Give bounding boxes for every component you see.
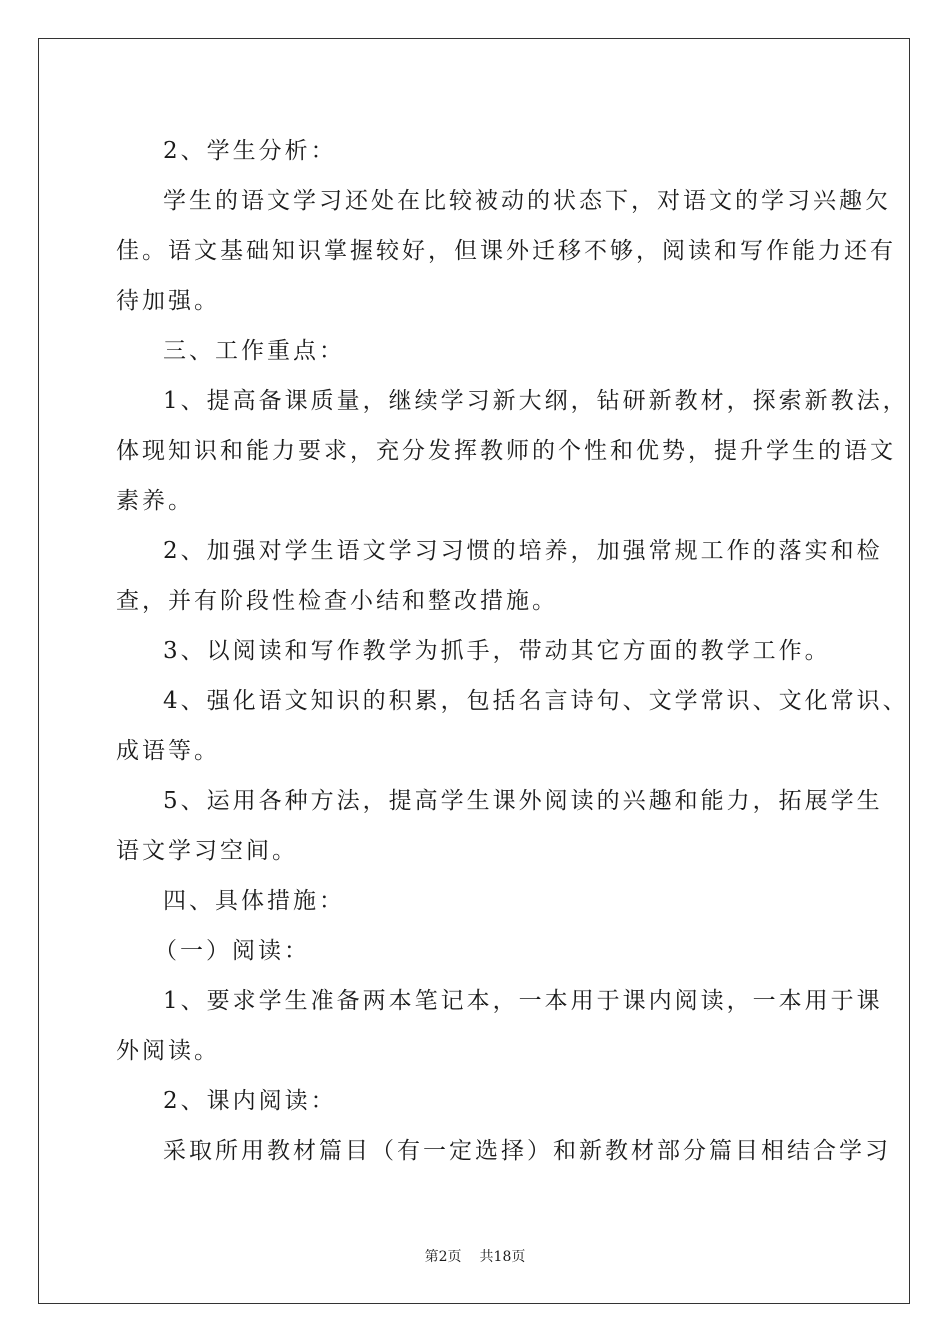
paragraph-line: 素养。 [116,488,194,514]
paragraph-line: 1、要求学生准备两本笔记本，一本用于课内阅读，一本用于课 [163,988,883,1014]
paragraph-line: 学生的语文学习还处在比较被动的状态下，对语文的学习兴趣欠 [163,188,891,214]
paragraph-line: 查，并有阶段性检查小结和整改措施。 [116,588,558,614]
paragraph-line: 2、加强对学生语文学习习惯的培养，加强常规工作的落实和检 [163,538,883,564]
paragraph-line: 体现知识和能力要求，充分发挥教师的个性和优势，提升学生的语文 [116,438,896,464]
paragraph-line: 2、学生分析： [163,138,337,164]
paragraph-line: 采取所用教材篇目（有一定选择）和新教材部分篇目相结合学习 [163,1138,891,1164]
paragraph-line: 5、运用各种方法，提高学生课外阅读的兴趣和能力，拓展学生 [163,788,883,814]
paragraph-line: 三、工作重点： [163,338,345,364]
paragraph-line: 语文学习空间。 [116,838,298,864]
paragraph-line: 1、提高备课质量，继续学习新大纲，钻研新教材，探索新教法， [163,388,909,414]
page-number-label: 第2页 [424,1249,462,1265]
paragraph-line: 待加强。 [116,288,220,314]
paragraph-line: 2、课内阅读： [163,1088,337,1114]
paragraph-line: 3、以阅读和写作教学为抓手，带动其它方面的教学工作。 [163,638,831,664]
page-footer [0,1246,950,1266]
paragraph-line: 四、具体措施： [163,888,345,914]
paragraph-line: 外阅读。 [116,1038,220,1064]
paragraph-line: 4、强化语文知识的积累，包括名言诗句、文学常识、文化常识、 [163,688,909,714]
paragraph-line: 成语等。 [116,738,220,764]
page-total-label: 共18页 [479,1249,526,1265]
document-body [116,126,909,1176]
paragraph-line: （一）阅读： [154,938,310,964]
paragraph-line: 佳。语文基础知识掌握较好，但课外迁移不够，阅读和写作能力还有 [116,238,896,264]
